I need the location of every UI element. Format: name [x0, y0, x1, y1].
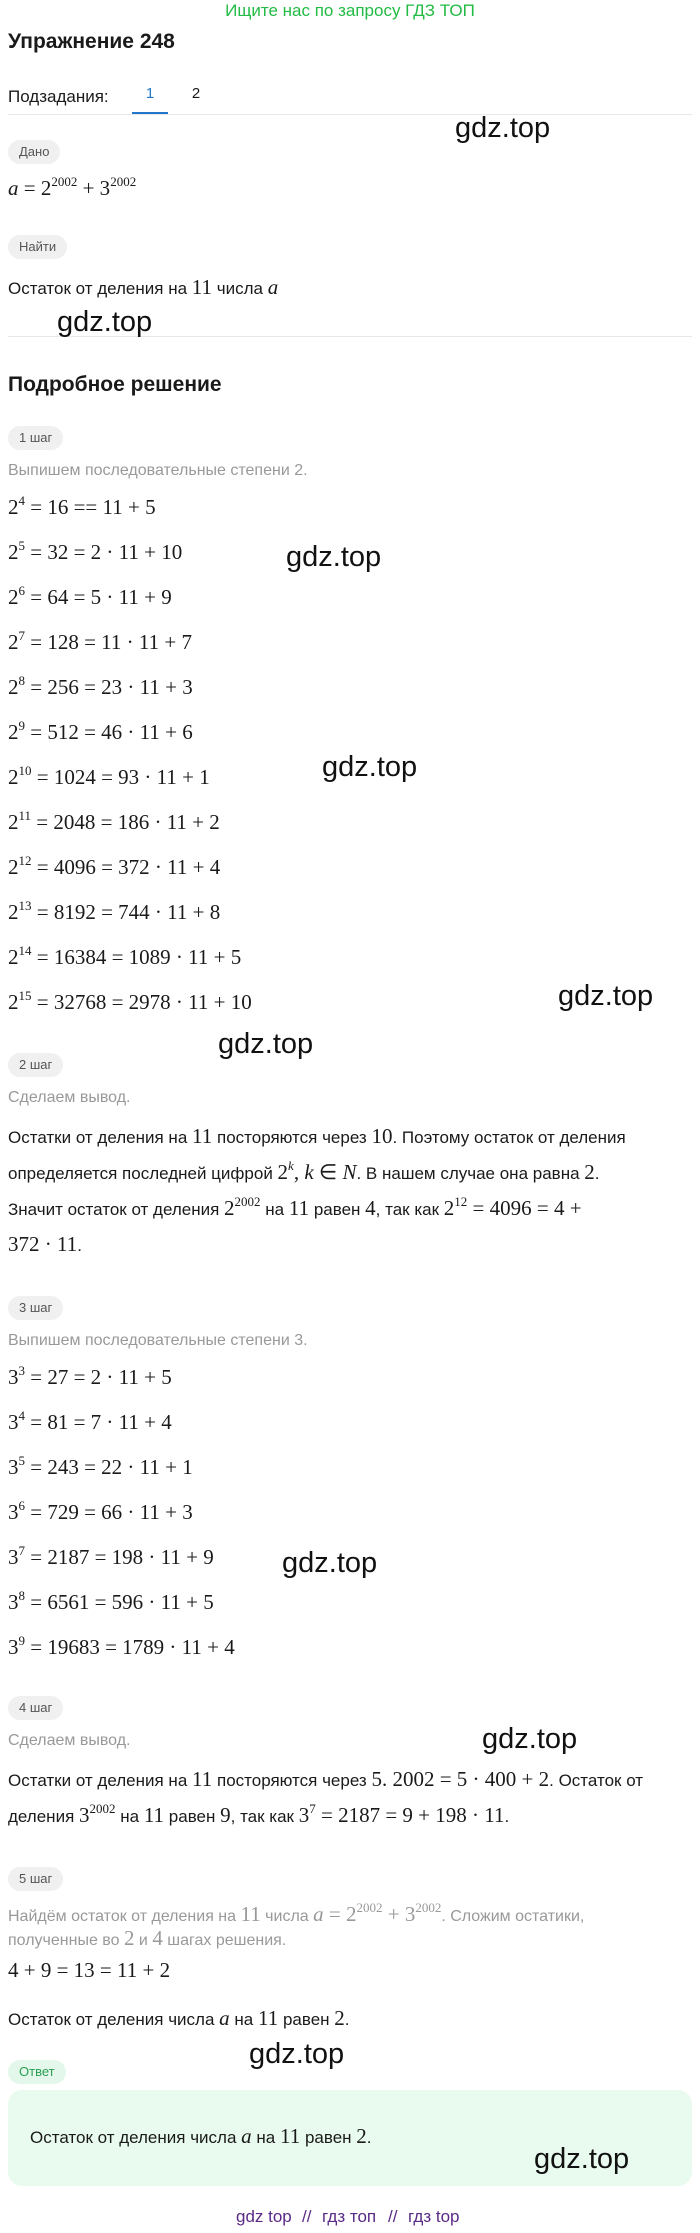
watermark: gdz.top [482, 1723, 578, 1755]
power-line: $3^4 = 81 = 7 \cdot 11 + 4$ [8, 1408, 172, 1434]
power-line: $2^{12} = 4096 = 372 \cdot 11 + 4$ [8, 853, 221, 879]
divider [8, 114, 692, 115]
solution-heading: Подробное решение [8, 373, 222, 396]
step-4-paragraph-line: деления $3^{2002}$ на 11 равен 9, так как $3^7 = 2187 = 9 + 198 \cdot 11$. [8, 1801, 510, 1827]
footer-separator: // [302, 2207, 312, 2226]
step-2-paragraph-line: определяется последней цифрой 2$^k$, k ∈ N. В нашем случае она равна 2. [8, 1158, 600, 1184]
footer-link-gdz-top[interactable]: gdz top [236, 2207, 292, 2226]
subtask-tab-1[interactable]: 1 [132, 85, 168, 114]
power-line: $3^9 = 19683 = 1789 \cdot 11 + 4$ [8, 1633, 235, 1659]
power-line: $2^8 = 256 = 23 \cdot 11 + 3$ [8, 673, 193, 699]
step-4-note: Сделаем вывод. [8, 1732, 131, 1749]
given-chip: Дано [8, 140, 60, 164]
power-line: $3^5 = 243 = 22 \cdot 11 + 1$ [8, 1453, 193, 1479]
step-3-note: Выпишем последовательные степени 3. [8, 1332, 308, 1349]
power-line: $3^8 = 6561 = 596 \cdot 11 + 5$ [8, 1588, 214, 1614]
step-1-note: Выпишем последовательные степени 2. [8, 462, 308, 479]
power-line: $3^7 = 2187 = 198 \cdot 11 + 9$ [8, 1543, 214, 1569]
watermark: gdz.top [455, 112, 551, 144]
power-line: $3^3 = 27 = 2 \cdot 11 + 5$ [8, 1363, 172, 1389]
footer-separator: // [388, 2207, 398, 2226]
find-chip: Найти [8, 235, 67, 259]
step-4-paragraph-line: Остатки от деления на 11 посторяются через 5. 2002 = 5 · 400 + 2. Остаток от [8, 1767, 644, 1791]
watermark: gdz.top [218, 1028, 314, 1060]
footer-link-gdz-top-mixed[interactable]: гдз top [408, 2207, 460, 2226]
step-2-paragraph-line: 372 · 11. [8, 1232, 82, 1256]
power-line: $3^6 = 729 = 66 \cdot 11 + 3$ [8, 1498, 193, 1524]
watermark: gdz.top [286, 541, 382, 573]
power-line: $2^5 = 32 = 2 \cdot 11 + 10$ [8, 538, 183, 564]
find-text: Остаток от деления на 11 числа a [8, 275, 279, 299]
subtask-tab-2[interactable]: 2 [191, 85, 201, 102]
power-line: $2^4 = 16 == 11 + 5$ [8, 493, 156, 519]
watermark: gdz.top [57, 306, 153, 338]
search-banner[interactable]: Ищите нас по запросу ГДЗ ТОП [225, 1, 475, 20]
answer-chip: Ответ [8, 2060, 66, 2084]
step-2-paragraph-line: Остатки от деления на 11 посторяются через 10. Поэтому остаток от деления [8, 1124, 626, 1148]
step-5-note-line: Найдём остаток от деления на 11 числа $a = 2^{2002} + 3^{2002}$. Сложим остатики, [8, 1900, 585, 1926]
power-line: $2^{11} = 2048 = 186 \cdot 11 + 2$ [8, 808, 220, 834]
answer-text: Остаток от деления числа a на 11 равен 2. [30, 2124, 372, 2148]
power-line: $2^{13} = 8192 = 744 \cdot 11 + 8$ [8, 898, 221, 924]
step-5-chip: 5 шаг [8, 1867, 63, 1891]
power-line: $2^6 = 64 = 5 \cdot 11 + 9$ [8, 583, 172, 609]
watermark: gdz.top [249, 2038, 345, 2070]
power-line: $2^9 = 512 = 46 \cdot 11 + 6$ [8, 718, 193, 744]
page-title: Упражнение 248 [8, 30, 175, 53]
power-line: $2^7 = 128 = 11 \cdot 11 + 7$ [8, 628, 192, 654]
footer-link-gdz-top-ru[interactable]: гдз топ [322, 2207, 377, 2226]
step-2-chip: 2 шаг [8, 1053, 63, 1077]
step-4-chip: 4 шаг [8, 1696, 63, 1720]
step-1-chip: 1 шаг [8, 426, 63, 450]
step-5-note-line: полученные во 2 и 4 шагах решения. [8, 1926, 287, 1950]
watermark: gdz.top [558, 980, 654, 1012]
sum-formula: 4 + 9 = 13 = 11 + 2 [8, 1958, 171, 1982]
step-5-conclusion: Остаток от деления числа a на 11 равен 2. [8, 2006, 350, 2030]
watermark: gdz.top [282, 1547, 378, 1579]
watermark: gdz.top [322, 751, 418, 783]
power-line: $2^{15} = 32768 = 2978 \cdot 11 + 10$ [8, 988, 252, 1014]
watermark: gdz.top [534, 2143, 630, 2175]
power-line: $2^{14} = 16384 = 1089 \cdot 11 + 5$ [8, 943, 242, 969]
given-formula: $a = 2^{2002} + 3^{2002}$ [8, 174, 137, 200]
step-2-paragraph-line: Значит остаток от деления $2^{2002}$ на 11 равен 4, так как $2^{12} = 4096 = 4$ + [8, 1194, 582, 1220]
subtasks-label: Подзадания: [8, 87, 109, 106]
power-line: $2^{10} = 1024 = 93 \cdot 11 + 1$ [8, 763, 210, 789]
step-2-note: Сделаем вывод. [8, 1089, 131, 1106]
step-3-chip: 3 шаг [8, 1296, 63, 1320]
